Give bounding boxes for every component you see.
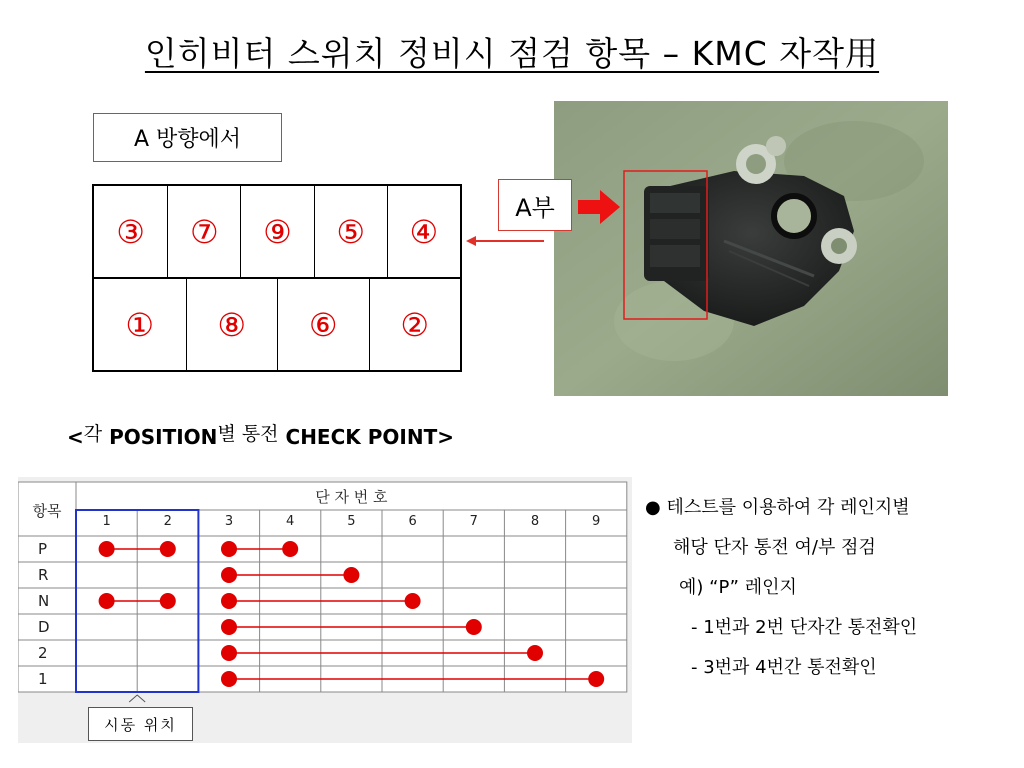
start-position-label: 시동 위치	[88, 707, 193, 741]
pointer-arrow-head	[466, 236, 476, 246]
column-header: 5	[347, 514, 356, 529]
notes-line-2: 해당 단자 통전 여/부 점검	[673, 537, 876, 558]
pin-label: ⑦	[167, 186, 240, 277]
connector-bottom-row	[94, 279, 460, 370]
inhibitor-switch-photo	[554, 101, 948, 396]
connector-pin-diagram	[92, 184, 462, 372]
heading-check-point: CHECK POINT>	[285, 425, 454, 449]
row-label: 1	[38, 670, 48, 688]
connection-dot	[221, 567, 237, 583]
column-header: 2	[163, 514, 172, 529]
checkpoint-heading	[67, 423, 454, 450]
heading-open-bracket: <	[67, 425, 84, 449]
corner-header: 항목	[32, 502, 62, 520]
connector-top-row	[94, 186, 460, 279]
column-header: 1	[102, 514, 111, 529]
bullet-icon: ●	[645, 497, 661, 518]
pin-label: ⑤	[314, 186, 387, 277]
row-label: N	[38, 592, 50, 610]
connection-dot	[221, 645, 237, 661]
part-a-label: A부	[498, 179, 572, 231]
legend-pointer	[129, 695, 145, 702]
column-header: 7	[469, 514, 478, 529]
group-header: 단 자 번 호	[315, 488, 388, 506]
connection-dot	[282, 541, 298, 557]
continuity-chart	[18, 477, 632, 743]
connection-dot	[405, 593, 421, 609]
connection-dot	[343, 567, 359, 583]
row-label: 2	[38, 644, 48, 662]
row-label: D	[38, 618, 50, 636]
connection-dot	[221, 593, 237, 609]
connection-dot	[160, 593, 176, 609]
notes-line-4: - 1번과 2번 단자간 통전확인	[691, 617, 918, 638]
notes-block	[645, 488, 1015, 688]
column-header: 9	[592, 514, 601, 529]
direction-label: A 방향에서	[93, 113, 282, 162]
connection-dot	[221, 541, 237, 557]
connection-dot	[221, 671, 237, 687]
heading-position: POSITION	[109, 425, 218, 449]
column-header: 3	[224, 514, 234, 529]
pin-label: ⑧	[186, 279, 278, 370]
connection-dot	[588, 671, 604, 687]
column-header: 8	[530, 514, 540, 529]
column-header: 4	[286, 514, 295, 529]
pin-label: ④	[387, 186, 460, 277]
notes-line-1	[645, 488, 1015, 528]
pin-label: ⑥	[277, 279, 369, 370]
row-label: P	[38, 540, 48, 558]
connection-dot	[221, 619, 237, 635]
arrow-right-icon	[578, 190, 620, 224]
page-title: 인히비터 스위치 정비시 점검 항목 – KMC 자작用	[144, 34, 880, 73]
pin-label: ①	[125, 305, 155, 344]
pin-label: ②	[369, 279, 461, 370]
row-label: R	[38, 566, 49, 584]
connection-dot	[99, 541, 115, 557]
column-header: 6	[408, 514, 417, 529]
pointer-arrow-line	[474, 240, 544, 242]
heading-kr-each: 각	[83, 423, 103, 445]
connection-dot	[99, 593, 115, 609]
notes-text: 테스트를 이용하여 각 레인지별	[666, 497, 910, 518]
pin-label: ③	[116, 212, 145, 251]
connection-dot	[466, 619, 482, 635]
notes-line-5: - 3번과 4번간 통전확인	[691, 657, 877, 678]
heading-kr-continuity: 별 통전	[217, 423, 279, 445]
connection-dot	[527, 645, 543, 661]
notes-line-3: 예) “P” 레인지	[679, 577, 797, 598]
pin-label: ⑨	[240, 186, 313, 277]
connection-dot	[160, 541, 176, 557]
